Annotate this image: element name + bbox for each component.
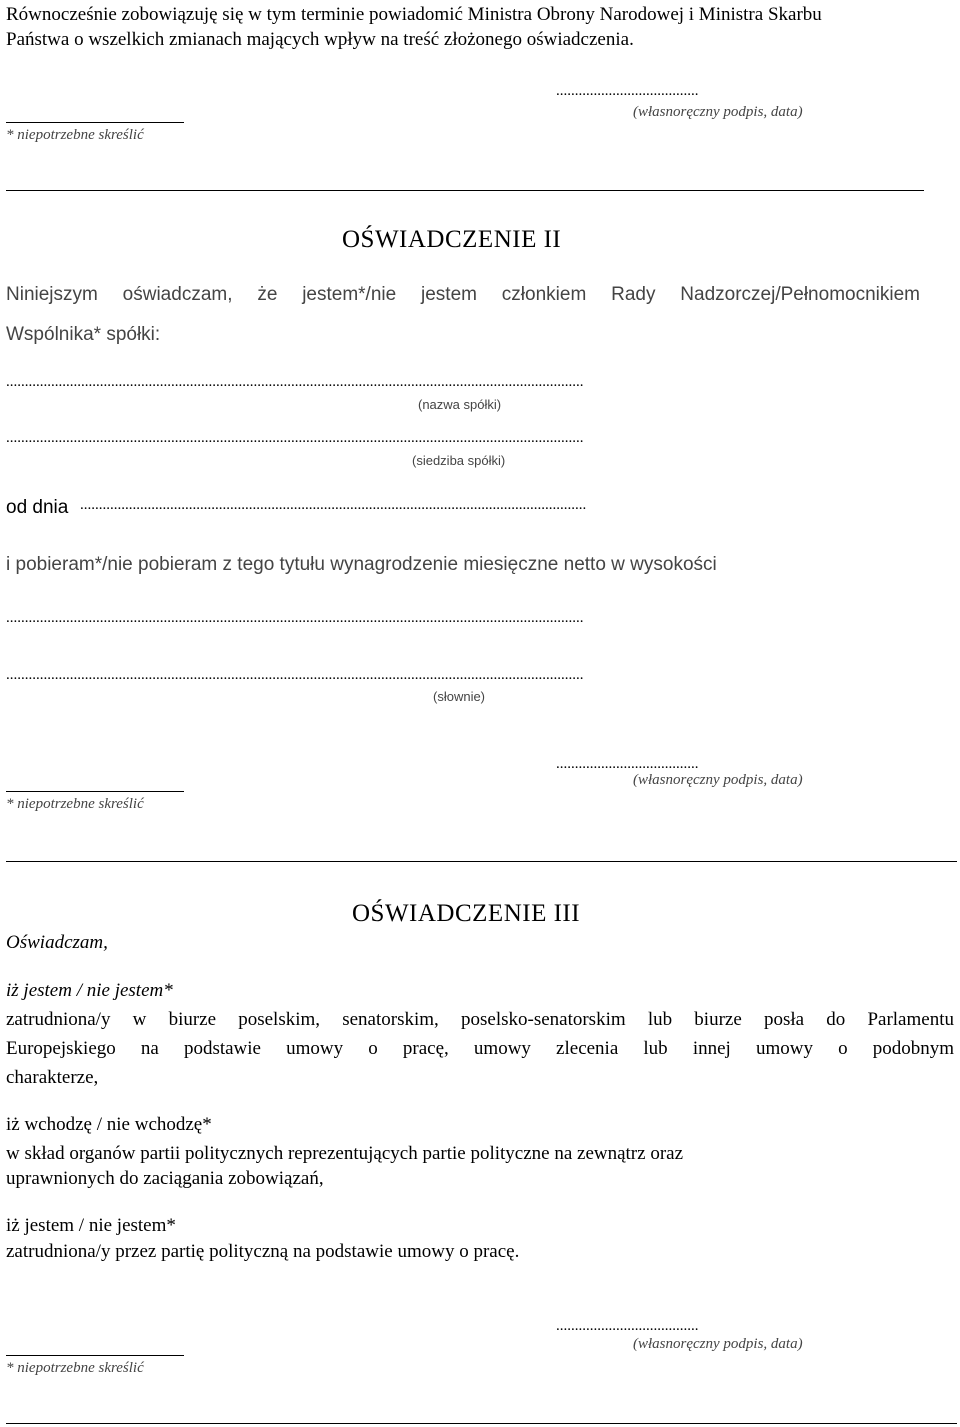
section-divider (6, 861, 957, 862)
footnote: * niepotrzebne skreślić (6, 127, 144, 143)
salary-amount-words-field: .......................................................................................................................................................... (6, 667, 584, 683)
option-text-line-1: zatrudniona/y w biurze poselskim, senatorskim, poselsko-senatorskim lub biurze posła do Parlamentu (6, 1009, 954, 1030)
declaration-continuation-line-2: Państwa o wszelkich zmianach mających wpływ na treść złożonego oświadczenia. (6, 29, 634, 50)
signature-label: (własnoręczny podpis, data) (633, 104, 803, 120)
company-seat-label: (siedziba spółki) (412, 453, 506, 468)
signature-dots: ...................................... (556, 1318, 699, 1334)
section-paragraph-line-2: Wspólnika* spółki: (6, 324, 161, 345)
section-divider (6, 190, 924, 191)
option-text-line-2: Europejskiego na podstawie umowy o pracę, umowy zlecenia lub innej umowy o podobnym (6, 1038, 954, 1059)
section-heading: OŚWIADCZENIE III (352, 900, 581, 927)
since-label: od dnia (6, 497, 69, 518)
signature-label: (własnoręczny podpis, data) (633, 772, 803, 788)
option-text-line-1: zatrudniona/y przez partię polityczną na podstawie umowy o pracę. (6, 1241, 520, 1262)
section-divider (6, 1423, 957, 1424)
signature-label: (własnoręczny podpis, data) (633, 1336, 803, 1352)
footnote: * niepotrzebne skreślić (6, 1360, 144, 1376)
footnote-separator (6, 1355, 184, 1356)
declaration-continuation-line-1: Równocześnie zobowiązuję się w tym terminie powiadomić Ministra Obrony Narodowej i Ministra Skarbu (6, 4, 822, 25)
option-heading-party-bodies: iż wchodzę / nie wchodzę* (6, 1114, 212, 1135)
section-heading: OŚWIADCZENIE II (342, 226, 562, 253)
footnote: * niepotrzebne skreślić (6, 796, 144, 812)
signature-dots: ...................................... (556, 756, 699, 772)
company-name-field: .......................................................................................................................................................... (6, 374, 584, 390)
footnote-separator (6, 791, 184, 792)
option-text-line-2: uprawnionych do zaciągania zobowiązań, (6, 1168, 324, 1189)
since-date-field: ....................................................................................................................................... (80, 497, 587, 513)
signature-dots: ...................................... (556, 83, 699, 99)
salary-line: i pobieram*/nie pobieram z tego tytułu wynagrodzenie miesięczne netto w wysokości (6, 554, 717, 575)
amount-words-label: (słownie) (433, 689, 486, 704)
declaration-intro: Oświadczam, (6, 932, 108, 953)
option-heading-employment: iż jestem / nie jestem* (6, 980, 173, 1001)
option-text-line-1: w skład organów partii politycznych reprezentujących partie polityczne na zewnątrz oraz (6, 1143, 684, 1164)
section-paragraph-line-1: Niniejszym oświadczam, że jestem*/nie jestem członkiem Rady Nadzorczej/Pełnomocnikiem (6, 284, 920, 305)
option-text-line-3: charakterze, (6, 1067, 99, 1088)
company-seat-field: .......................................................................................................................................................... (6, 430, 584, 446)
salary-amount-field: .......................................................................................................................................................... (6, 610, 584, 626)
option-heading-party-employment: iż jestem / nie jestem* (6, 1215, 176, 1236)
footnote-separator (6, 122, 184, 123)
company-name-label: (nazwa spółki) (418, 397, 502, 412)
